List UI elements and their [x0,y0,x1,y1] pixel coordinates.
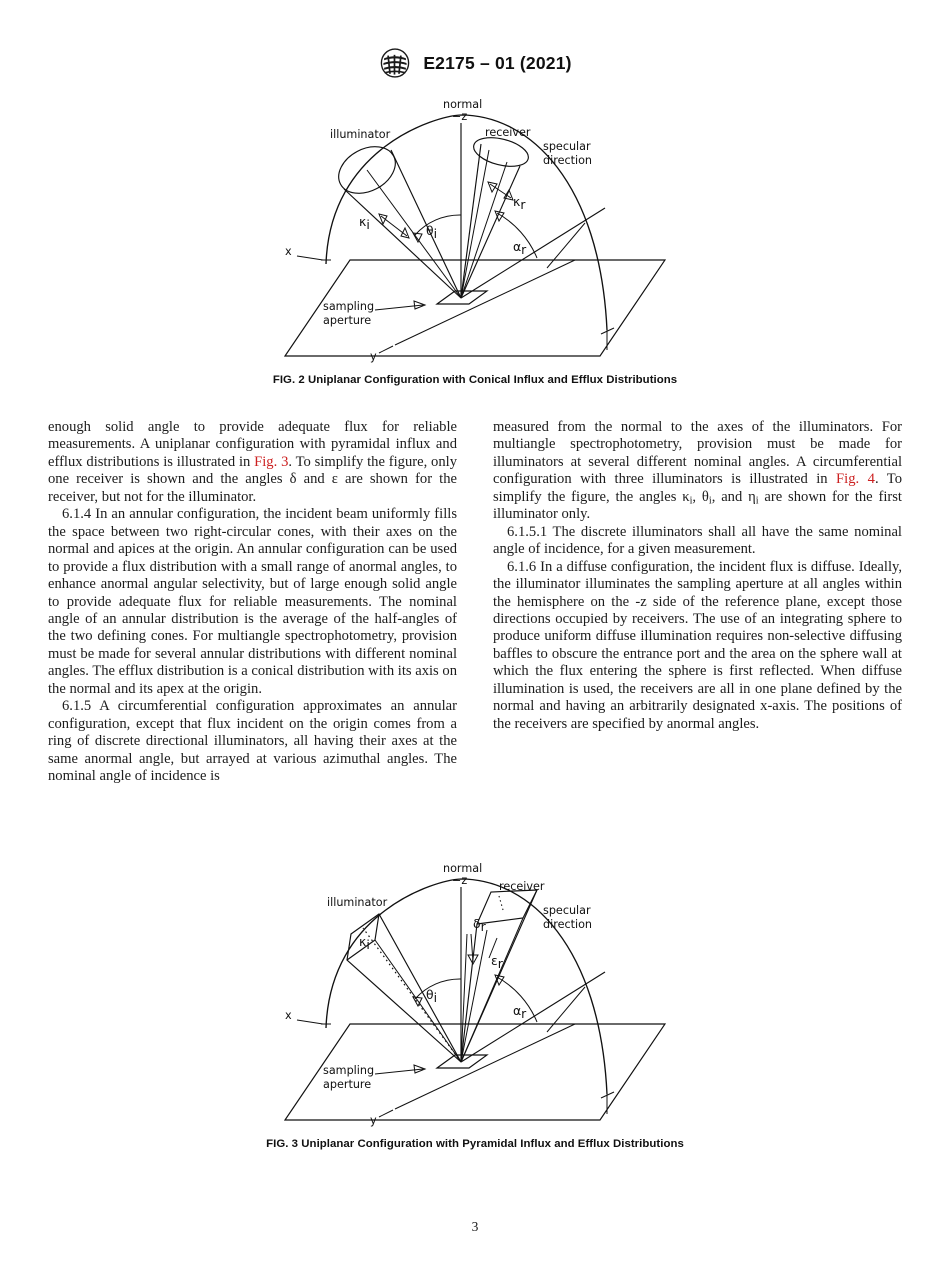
figure2-label-theta-i: θi [426,223,438,241]
figure3-label-kappa-i: κi [359,934,370,952]
page-number: 3 [471,1219,479,1234]
right-text-column [493,419,902,786]
figure2-label-sampling-1: sampling [323,300,375,313]
para-6-1-5-cont: measured from the normal to the axes of the illuminators. For multiangle spectrophotometry, provision must be made for illuminators at several different nominal angles. A circumferential configuration with three illuminators is illustrated in Fig. 4. To simplify the figure, the angles $\kappa_i$, $\theta_i$, and $\eta_i$ are shown for the first illuminator only. [493,419,902,523]
figure3-delta-r-annotation [468,934,478,964]
figure3-label-sampling-2: aperture [323,1078,372,1091]
figure-2-graphic [0,88,950,366]
figure-3-svg [275,852,675,1130]
figure2-label-y: y [370,350,377,363]
para-6-1-5-1: 6.1.5.1 The discrete illuminators shall all have the same nominal angle of incidence, for a given measurement. [493,523,902,558]
figure-cross-reference-link[interactable]: Fig. 4 [836,471,875,488]
figure3-label-alpha-r: αr [513,1003,527,1021]
left-text-column [48,419,457,786]
figure2-label-kappa-r: κr [513,194,526,212]
page-header [0,48,950,78]
figure-2-caption: FIG. 2 Uniplanar Configuration with Conical Influx and Efflux Distributions [272,374,678,386]
figure2-label-specular-1: specular [543,140,591,153]
figure-3 [0,852,950,1150]
figure2-label-x: x [285,245,292,258]
figure2-label-normal: normal [443,98,483,111]
figure-2 [0,88,950,386]
figure2-label-minus-z: −z [452,110,468,123]
astm-logo-icon [378,48,412,78]
figure-3-caption: FIG. 3 Uniplanar Configuration with Pyramidal Influx and Efflux Distributions [266,1138,684,1150]
figure3-sampling-aperture-leader [375,1065,425,1074]
body-columns [48,419,902,786]
figure-cross-reference-link[interactable]: Fig. 3 [254,453,289,470]
figure3-label-y: y [370,1114,377,1127]
figure3-label-specular-1: specular [543,904,591,917]
inline-symbol: $\eta_i$ [748,488,759,507]
figure3-label-theta-i: θi [426,987,438,1005]
figure3-label-illuminator: illuminator [327,896,388,909]
figure2-receiver-cone [461,133,531,298]
figure3-label-delta-r: δr [473,916,486,934]
inline-symbol: $\theta_i$ [701,488,712,507]
figure2-label-specular-2: direction [543,154,593,167]
document-designation: E2175 – 01 (2021) [423,52,572,73]
figure2-label-alpha-r: αr [513,239,527,257]
figure2-label-receiver: receiver [485,126,531,139]
figure2-label-sampling-2: aperture [323,314,372,327]
figure3-label-normal: normal [443,862,483,875]
figure3-label-minus-z: −z [452,874,468,887]
figure2-label-kappa-i: κi [359,214,370,232]
figure3-label-sampling-1: sampling [323,1064,375,1077]
figure3-label-specular-2: direction [543,918,593,931]
para-6-1-6: 6.1.6 In a diffuse configuration, the incident flux is diffuse. Ideally, the illuminator illuminates the sampling aperture at all angles within the hemisphere on the -z side of the reference plane, except those directions occupied by receivers. The use of an integrating sphere to produce uniform diffuse illumination requires non-selective diffusing baffles to obscure the entrance port and the area on the sphere wall at which the flux entering the sphere is first reflected. When diffuse illumination is used, the receivers are all in one plane defined by the normal and having an arbitrarily designated x-axis. The positions of the receivers are specified by anormal angles. [493,558,902,732]
figure3-label-epsilon-r: εr [491,953,503,971]
para-continued: enough solid angle to provide adequate flux for reliable measurements. A uniplanar configuration with pyramidal influx and efflux distributions is illustrated in Fig. 3. To simplify the figure, only one receiver is shown and the angles δ and ε are shown for the receiver, but not for the illuminator. [48,419,458,505]
figure-2-svg [275,88,675,366]
figure2-label-illuminator: illuminator [330,128,391,141]
para-6-1-4: 6.1.4 In an annular configuration, the incident beam uniformly fills the space between two right-circular cones, with their axes on the normal and apices at the origin. An annular configuration can be used to provide a flux distribution with a small range of anormal angles, to enhance anormal angular selectivity, but of large enough solid angle to provide adequate flux for reliable measurements. The nominal angle of an annular distribution is the average of the half-angles of the two defining cones. For multiangle spectrophotometry, provision must be made for several annular distributions with different nominal angles. The efflux distribution is a conical distribution with its axis on the normal and its apex at the origin. [48,506,457,697]
figure-3-graphic [0,852,950,1130]
figure3-label-receiver: receiver [499,880,545,893]
figure2-kappa-r-annotation [488,182,513,200]
figure2-sampling-aperture-leader [375,301,425,310]
inline-symbol: $\kappa_i$ [682,488,693,507]
figure3-label-x: x [285,1009,292,1022]
para-6-1-5: 6.1.5 A circumferential configuration approximates an annular configuration, except that flux incident on the origin comes from a ring of discrete directional illuminators, all having their axes at the same anormal angle, but arrayed at various azimuthal angles. The nominal angle of incidence is [48,698,457,785]
